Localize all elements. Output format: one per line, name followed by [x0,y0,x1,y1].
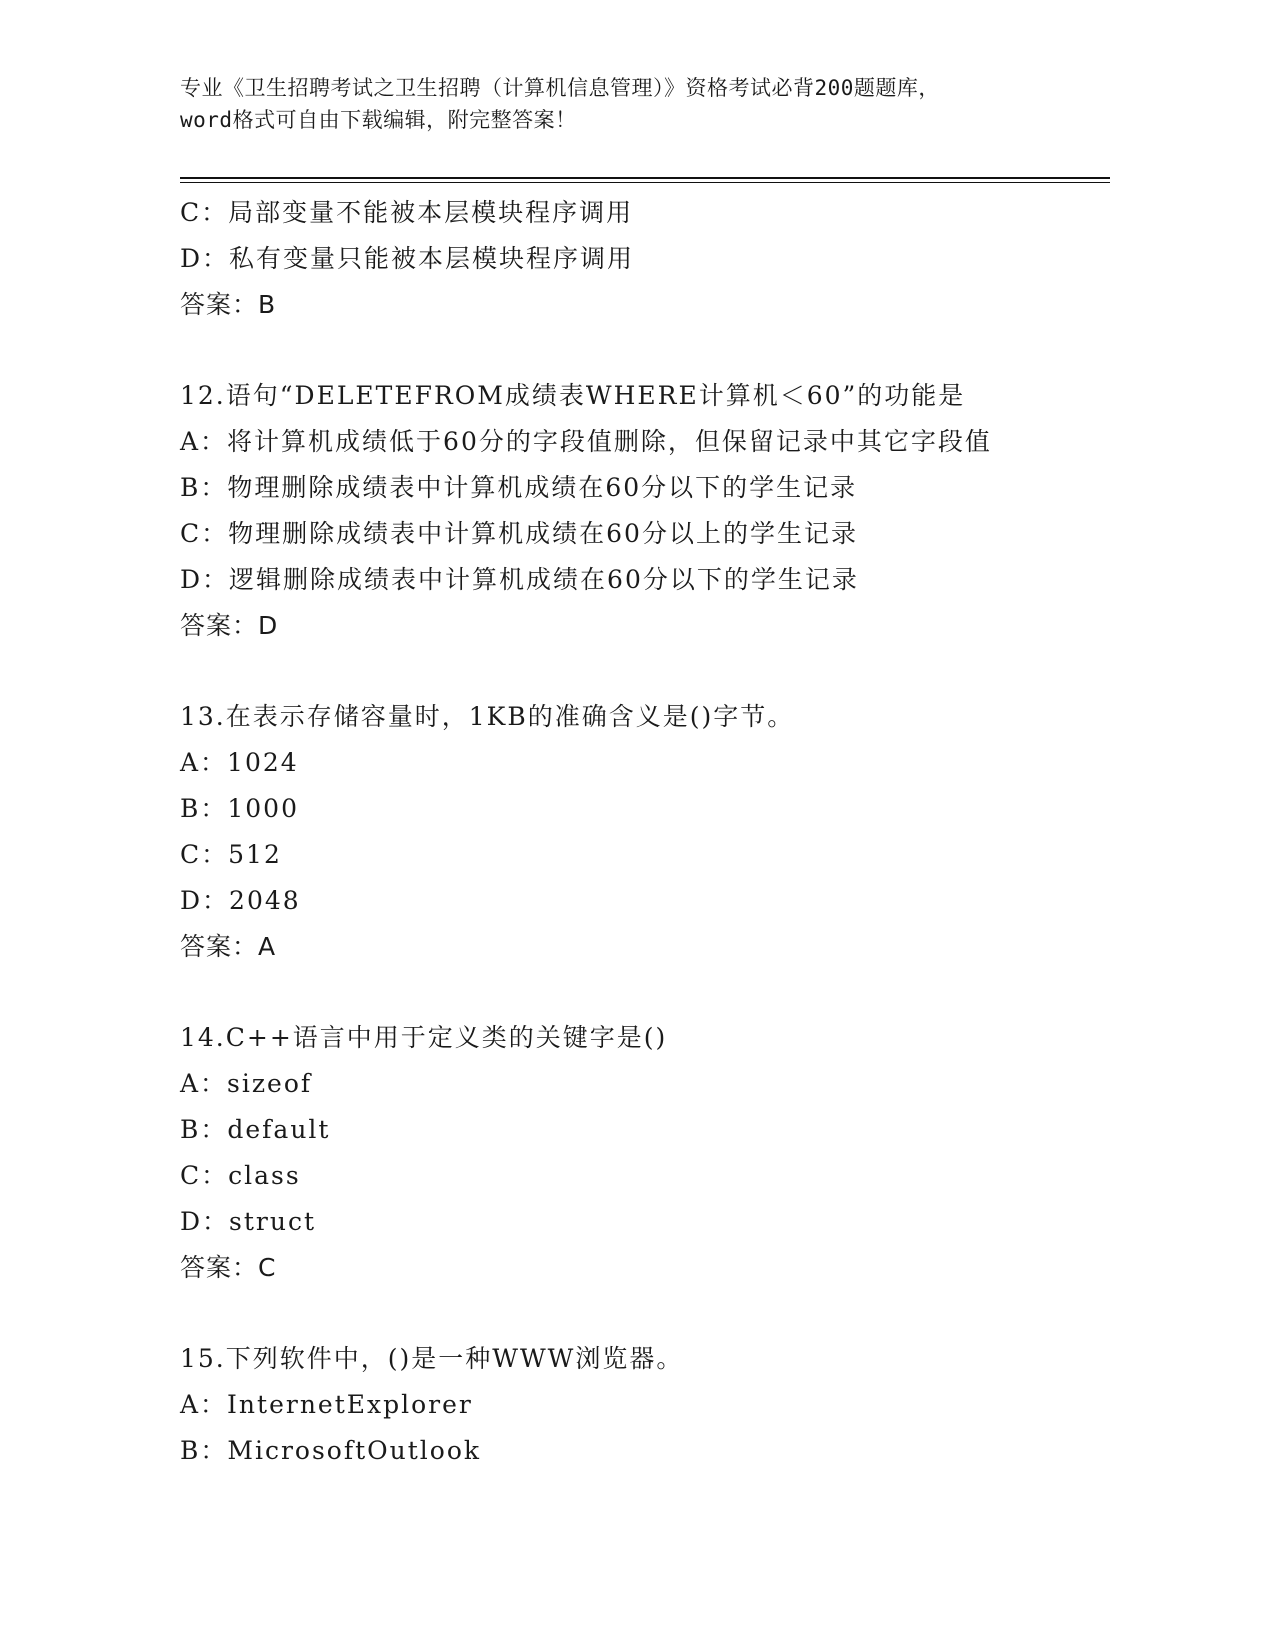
rule-line-thin [180,182,1110,183]
option-line: D：2048 [180,886,301,915]
option-line: A：sizeof [180,1069,313,1098]
option-line: A：InternetExplorer [180,1390,473,1419]
question-12 [180,373,1130,649]
question-fragment [180,190,1130,328]
option-line: C：局部变量不能被本层模块程序调用 [180,198,634,227]
option-line: B：物理删除成绩表中计算机成绩在60分以下的学生记录 [180,473,858,502]
question-stem: 13.在表示存储容量时，1KB的准确含义是()字节。 [180,702,795,731]
option-line: C：512 [180,840,282,869]
header-double-rule [180,177,1110,183]
option-line: B：MicrosoftOutlook [180,1436,482,1465]
option-line: B：default [180,1115,331,1144]
question-stem: 12.语句“DELETEFROM成绩表WHERE计算机＜60”的功能是 [180,381,966,410]
option-line: A：1024 [180,748,299,777]
question-stem: 14.C++语言中用于定义类的关键字是() [180,1023,668,1052]
answer-line: 答案：A [180,932,277,961]
option-line: D：私有变量只能被本层模块程序调用 [180,244,635,273]
document-header [180,72,1110,136]
answer-line: 答案：D [180,611,279,640]
option-line: C：class [180,1161,301,1190]
option-line: B：1000 [180,794,299,823]
question-14 [180,1015,1130,1291]
question-13 [180,694,1130,970]
header-line-2: word格式可自由下载编辑，附完整答案！ [180,108,577,132]
answer-line: 答案：C [180,1253,277,1282]
option-line: C：物理删除成绩表中计算机成绩在60分以上的学生记录 [180,519,858,548]
header-line-1: 专业《卫生招聘考试之卫生招聘（计算机信息管理）》资格考试必背200题题库， [180,76,940,100]
option-line: D：逻辑删除成绩表中计算机成绩在60分以下的学生记录 [180,565,859,594]
option-line: A：将计算机成绩低于60分的字段值删除，但保留记录中其它字段值 [180,427,992,456]
question-content [180,190,1130,1474]
rule-line-thick [180,177,1110,179]
question-stem: 15.下列软件中，()是一种WWW浏览器。 [180,1344,684,1373]
answer-line: 答案：B [180,290,277,319]
question-15 [180,1336,1130,1474]
option-line: D：struct [180,1207,317,1236]
